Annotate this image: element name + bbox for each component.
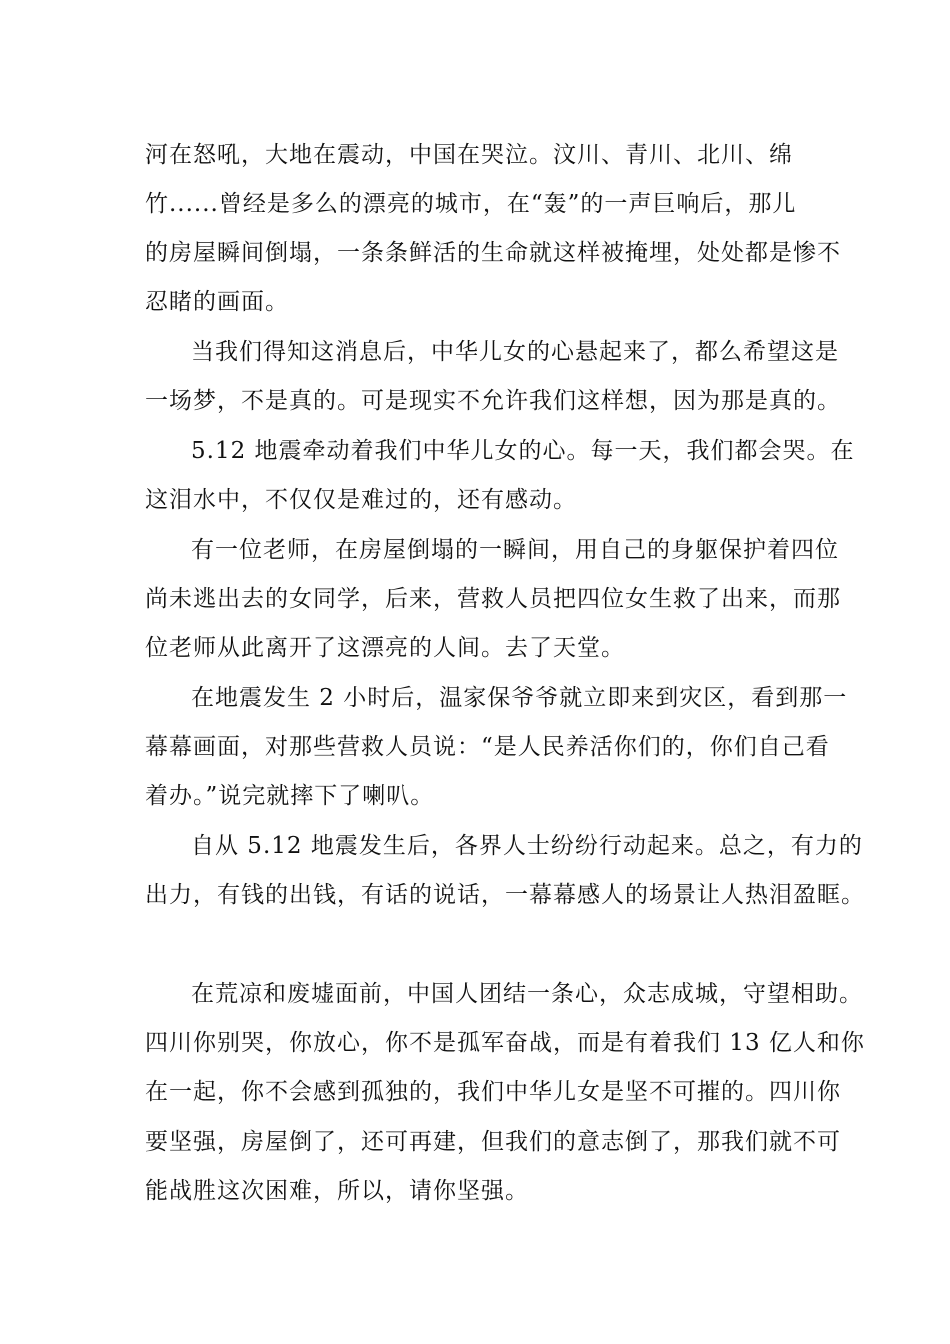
text-line: 位老师从此离开了这漂亮的人间。去了天堂。 [145, 635, 625, 661]
text-line: 在地震发生 2 小时后，温家保爷爷就立即来到灾区，看到那一 [191, 685, 848, 711]
text-line: 竹......曾经是多么的漂亮的城市，在“轰”的一声巨响后，那儿 [145, 191, 797, 217]
text-line: 尚未逃出去的女同学，后来，营救人员把四位女生救了出来，而那 [145, 586, 841, 612]
text-line: 在一起，你不会感到孤独的，我们中华儿女是坚不可摧的。四川你 [145, 1079, 841, 1105]
text-line: 有一位老师，在房屋倒塌的一瞬间，用自己的身躯保护着四位 [191, 537, 839, 563]
text-line: 的房屋瞬间倒塌，一条条鲜活的生命就这样被掩埋，处处都是惨不 [145, 240, 841, 266]
text-line: 这泪水中，不仅仅是难过的，还有感动。 [145, 487, 577, 513]
text-line: 四川你别哭，你放心，你不是孤军奋战，而是有着我们 13 亿人和你 [145, 1030, 865, 1056]
text-line: 出力，有钱的出钱，有话的说话，一幕幕感人的场景让人热泪盈眶。 [145, 882, 865, 908]
text-line: 当我们得知这消息后，中华儿女的心悬起来了，都么希望这是 [191, 339, 839, 365]
text-line: 要坚强，房屋倒了，还可再建，但我们的意志倒了，那我们就不可 [145, 1129, 841, 1155]
text-line: 在荒凉和废墟面前，中国人团结一条心，众志成城，守望相助。 [191, 981, 863, 1007]
text-line: 5.12 地震牵动着我们中华儿女的心。每一天，我们都会哭。在 [191, 438, 855, 464]
text-line: 幕幕画面，对那些营救人员说：“是人民养活你们的，你们自己看 [145, 734, 830, 760]
text-line: 能战胜这次困难，所以，请你坚强。 [145, 1178, 529, 1204]
text-line: 自从 5.12 地震发生后，各界人士纷纷行动起来。总之，有力的 [191, 833, 863, 859]
text-line: 着办。”说完就摔下了喇叭。 [145, 783, 435, 809]
text-line: 一场梦，不是真的。可是现实不允许我们这样想，因为那是真的。 [145, 388, 841, 414]
text-line: 河在怒吼，大地在震动，中国在哭泣。汶川、青川、北川、绵 [145, 142, 793, 168]
text-line: 忍睹的画面。 [145, 289, 289, 315]
